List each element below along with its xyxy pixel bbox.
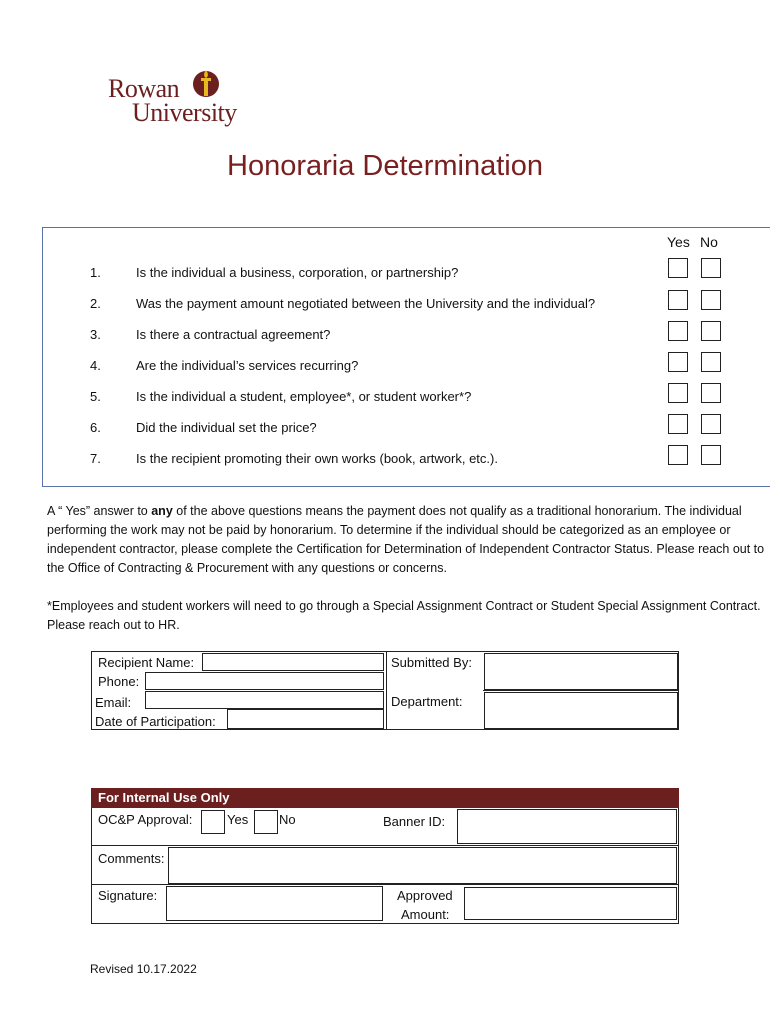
revision-date: Revised 10.17.2022	[90, 962, 197, 976]
department-label: Department:	[391, 694, 463, 709]
question-text: Is the recipient promoting their own works (book, artwork, etc.).	[136, 451, 498, 466]
q7-no-checkbox[interactable]	[701, 445, 721, 465]
q1-no-checkbox[interactable]	[701, 258, 721, 278]
notice-text-end: of the above questions means the payment does not qualify as a traditional honorarium. The individual performing the work may not be paid by honorarium. To determine if the individual should be categorized as an employee or independent contractor, please complete the Certification for Determination of Independent Contractor Status. Please reach out to the Office of Contracting & Procurement with any questions or concerns.	[47, 504, 765, 575]
signature-field[interactable]	[166, 886, 383, 921]
q7-yes-checkbox[interactable]	[668, 445, 688, 465]
question-number: 3.	[90, 327, 101, 342]
q1-yes-checkbox[interactable]	[668, 258, 688, 278]
email-label: Email:	[95, 695, 132, 710]
email-field[interactable]	[145, 691, 384, 709]
rowan-logo	[108, 66, 248, 128]
q3-no-checkbox[interactable]	[701, 321, 721, 341]
banner-id-label: Banner ID:	[383, 814, 446, 829]
q3-yes-checkbox[interactable]	[668, 321, 688, 341]
ocp-approval-yes-label: Yes	[227, 812, 249, 827]
q6-yes-checkbox[interactable]	[668, 414, 688, 434]
question-text: Was the payment amount negotiated between the University and the individual?	[136, 296, 596, 311]
approved-amount-label-line2: Amount:	[401, 907, 450, 922]
q4-yes-checkbox[interactable]	[668, 352, 688, 372]
question-number: 7.	[90, 451, 101, 466]
question-number: 6.	[90, 420, 101, 435]
date-of-participation-label: Date of Participation:	[95, 714, 216, 729]
question-number: 1.	[90, 265, 101, 280]
ocp-approval-yes-checkbox[interactable]	[201, 810, 225, 834]
logo-word-rowan: Rowan	[108, 74, 180, 103]
ocp-approval-label: OC&P Approval:	[98, 812, 193, 827]
q2-yes-checkbox[interactable]	[668, 290, 688, 310]
comments-field[interactable]	[168, 847, 677, 884]
department-field[interactable]	[484, 692, 678, 729]
question-text: Is there a contractual agreement?	[136, 327, 331, 342]
question-number: 2.	[90, 296, 101, 311]
ocp-approval-no-label: No	[279, 812, 296, 827]
no-column-label: No	[700, 234, 718, 250]
q5-yes-checkbox[interactable]	[668, 383, 688, 403]
question-text: Is the individual a business, corporation, or partnership?	[136, 265, 459, 280]
question-number: 4.	[90, 358, 101, 373]
ocp-approval-no-checkbox[interactable]	[254, 810, 278, 834]
employee-footnote: *Employees and student workers will need to go through a Special Assignment Contract or Student Special Assignment Contract. Please reach out to HR.	[47, 599, 761, 632]
logo-word-university: University	[132, 98, 237, 127]
notice-emphasis: any	[151, 504, 173, 518]
phone-field[interactable]	[145, 672, 384, 690]
approved-amount-label-line1: Approved	[397, 888, 453, 903]
signature-label: Signature:	[98, 888, 158, 903]
question-text: Did the individual set the price?	[136, 420, 317, 435]
phone-label: Phone:	[98, 674, 140, 689]
q6-no-checkbox[interactable]	[701, 414, 721, 434]
question-number: 5.	[90, 389, 101, 404]
comments-label: Comments:	[98, 851, 165, 866]
recipient-name-field[interactable]	[202, 653, 384, 671]
banner-id-field[interactable]	[457, 809, 677, 844]
internal-use-header: For Internal Use Only	[91, 788, 679, 808]
q4-no-checkbox[interactable]	[701, 352, 721, 372]
submitted-by-label: Submitted By:	[391, 655, 472, 670]
torch-icon	[192, 66, 220, 102]
question-text: Is the individual a student, employee*, or student worker*?	[136, 389, 472, 404]
q2-no-checkbox[interactable]	[701, 290, 721, 310]
approved-amount-field[interactable]	[464, 887, 677, 920]
q5-no-checkbox[interactable]	[701, 383, 721, 403]
date-of-participation-field[interactable]	[227, 709, 384, 729]
page-title: Honoraria Determination	[227, 150, 543, 182]
notice-text-start: A “ Yes” answer to	[47, 504, 152, 518]
submitted-by-field[interactable]	[484, 653, 678, 690]
yes-column-label: Yes	[667, 234, 690, 250]
recipient-name-label: Recipient Name:	[98, 655, 195, 670]
yes-answer-notice	[47, 502, 765, 578]
question-text: Are the individual’s services recurring?	[136, 358, 359, 373]
